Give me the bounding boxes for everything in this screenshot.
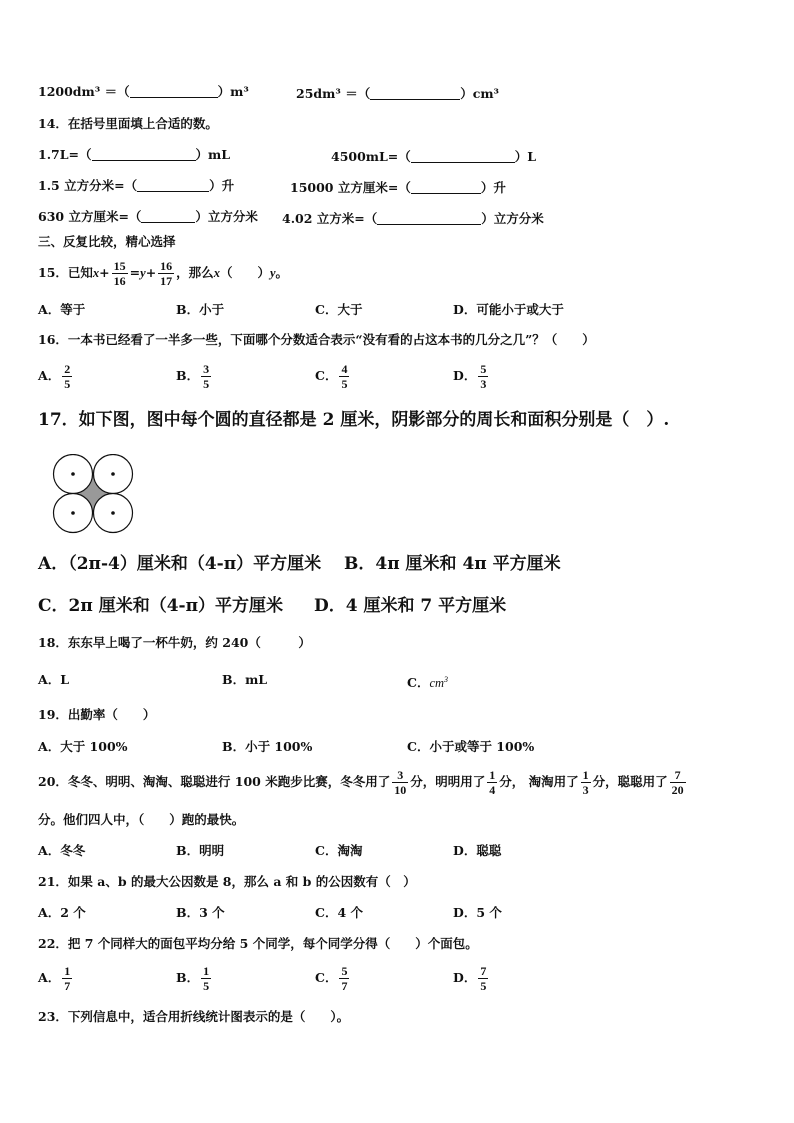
q21-option-b[interactable]: B．3 个 <box>176 905 225 920</box>
q18-option-a[interactable]: A．L <box>38 672 69 687</box>
q21-option-c[interactable]: C．4 个 <box>315 905 363 920</box>
q22-c-numerator: 5 <box>341 964 348 978</box>
q14-r2b-end: ）升 <box>480 180 506 195</box>
center-dot-bottom-right <box>111 511 115 515</box>
q15-option-c[interactable]: C．大于 <box>315 302 363 317</box>
center-dot-top-right <box>111 472 115 476</box>
q17-option-d[interactable]: D．4 厘米和 7 平方厘米 <box>314 596 507 616</box>
q19-option-a[interactable]: A．大于 100% <box>38 739 128 754</box>
q16-b-numerator: 3 <box>203 362 210 376</box>
q17-options-row-2 <box>38 595 507 617</box>
q16-c-denominator: 5 <box>341 377 348 391</box>
q14-r3a-blank[interactable] <box>141 210 195 223</box>
q14-r1a-end: ）mL <box>195 147 231 162</box>
q14-r1a-text: 1.7L=（ <box>38 147 92 162</box>
q22-option-c-label: C． <box>315 970 338 985</box>
q16-option-c[interactable] <box>315 362 351 391</box>
q18-option-c-unit: cm <box>429 676 445 691</box>
q21-option-d[interactable]: D．5 个 <box>453 905 502 920</box>
q22-c-denominator: 7 <box>341 979 348 993</box>
q14-r1b <box>331 147 536 165</box>
q15-plus: + <box>99 265 110 280</box>
q13-a-end: ）m³ <box>217 84 249 99</box>
q16-d-denominator: 3 <box>480 377 487 391</box>
q15-plus-2: + <box>145 265 157 280</box>
q20-part-2: 分，明明用了 <box>410 774 486 789</box>
q14-r3b-text: 4.02 立方米=（ <box>282 211 378 226</box>
q22-b-denominator: 5 <box>203 979 210 993</box>
q16-a-numerator: 2 <box>64 362 71 376</box>
q15-var-x: x <box>92 266 100 280</box>
q15-option-d[interactable]: D．可能小于或大于 <box>453 302 564 317</box>
q22-b-numerator: 1 <box>203 964 210 978</box>
q21-option-a[interactable]: A．2 个 <box>38 905 86 920</box>
q14-r2a-blank[interactable] <box>137 179 209 192</box>
q14-r3a <box>38 209 258 225</box>
q15-equals: = <box>129 265 141 280</box>
q16-option-c-label: C． <box>315 368 338 383</box>
q15-var-y-2: y <box>269 266 276 280</box>
q22-option-c[interactable] <box>315 964 351 993</box>
q23-stem: 23．下列信息中，适合用折线统计图表示的是（ ）。 <box>38 1009 350 1024</box>
q22-a-denominator: 7 <box>64 979 71 993</box>
q20-option-c[interactable]: C．淘淘 <box>315 843 363 858</box>
q21-stem: 21．如果 a、b 的最大公因数是 8，那么 a 和 b 的公因数有（ ） <box>38 874 416 889</box>
q22-option-d-label: D． <box>453 970 477 985</box>
q14-r2a <box>38 178 234 194</box>
q16-option-a[interactable] <box>38 362 74 391</box>
q18-stem: 18．东东早上喝了一杯牛奶，约 240（ ） <box>38 635 311 650</box>
q20-f2-denominator: 4 <box>489 783 496 797</box>
q14-r3b-end: ）立方分米 <box>481 211 544 226</box>
q20-stem-line-1 <box>38 763 688 801</box>
q14-r1b-end: ）L <box>514 149 537 164</box>
q20-f2-numerator: 1 <box>489 768 496 782</box>
q20-f3-numerator: 1 <box>582 768 589 782</box>
q14-r3a-end: ）立方分米 <box>195 209 258 224</box>
q13-a-blank[interactable] <box>130 85 218 98</box>
q22-a-numerator: 1 <box>64 964 71 978</box>
q22-option-a-label: A． <box>38 970 61 985</box>
q20-f1-numerator: 3 <box>397 768 404 782</box>
q17-options-row-1 <box>38 553 561 575</box>
q16-option-d[interactable] <box>453 362 490 391</box>
q18-option-b[interactable]: B．mL <box>222 672 268 687</box>
q16-d-numerator: 5 <box>480 362 487 376</box>
q15-f2-denominator: 17 <box>160 274 173 288</box>
q14-r1b-text: 4500mL=（ <box>331 149 411 164</box>
q20-part-4: 分，聪聪用了 <box>592 774 668 789</box>
q15-fraction-1 <box>112 259 128 288</box>
q14-r2b-text: 15000 立方厘米=（ <box>290 180 411 195</box>
q19-stem: 19．出勤率（ ） <box>38 707 156 722</box>
q13-b-line <box>296 84 499 102</box>
q22-option-d[interactable] <box>453 964 490 993</box>
q14-title: 14．在括号里面填上合适的数。 <box>38 116 218 131</box>
q14-r1b-blank[interactable] <box>411 150 515 163</box>
q18-option-c[interactable] <box>407 672 448 691</box>
q15-f1-numerator: 15 <box>113 259 126 273</box>
q18-option-c-label: C． <box>407 675 430 691</box>
q15-end: 。 <box>275 265 289 280</box>
q14-r3b <box>282 209 544 227</box>
q20-stem-line-2: 分。他们四人中，（ ）跑的最快。 <box>38 812 245 827</box>
q17-option-a[interactable]: A．（2π-4）厘米和（4-π）平方厘米 <box>38 554 322 574</box>
q14-r2b-blank[interactable] <box>411 181 481 194</box>
q20-option-d[interactable]: D．聪聪 <box>453 843 502 858</box>
q17-stem: 17．如下图，图中每个圆的直径都是 2 厘米，阴影部分的周长和面积分别是（ ）. <box>38 410 670 430</box>
q20-f4-numerator: 7 <box>674 768 681 782</box>
q14-r2b <box>290 178 506 196</box>
q14-r2a-text: 1.5 立方分米=（ <box>38 178 138 193</box>
q15-f1-denominator: 16 <box>113 274 126 288</box>
q14-r1a-blank[interactable] <box>92 148 196 161</box>
center-dot-top-left <box>71 472 75 476</box>
q20-part-1: 20．冬冬、明明、淘淘、聪聪进行 100 米跑步比赛，冬冬用了 <box>38 774 391 789</box>
q13-line <box>38 84 249 100</box>
q16-a-denominator: 5 <box>64 377 71 391</box>
q13-b-end: ）cm³ <box>460 86 500 101</box>
q15-fraction-2 <box>158 259 174 288</box>
q14-r3b-blank[interactable] <box>377 212 481 225</box>
q13-b-blank[interactable] <box>370 87 460 100</box>
q22-stem: 22．把 7 个同样大的面包平均分给 5 个同学，每个同学分得（ ）个面包。 <box>38 936 478 951</box>
q22-d-numerator: 7 <box>480 964 487 978</box>
q16-option-b[interactable] <box>176 362 213 391</box>
q15-option-a[interactable]: A．等于 <box>38 302 86 317</box>
q18-option-c-exponent: 3 <box>444 675 449 684</box>
q20-part-3: 分， 淘淘用了 <box>499 774 579 789</box>
q16-option-b-label: B． <box>176 368 200 383</box>
q19-option-b[interactable]: B．小于 100% <box>222 739 313 754</box>
q15-f2-numerator: 16 <box>160 259 173 273</box>
q22-option-b[interactable] <box>176 964 213 993</box>
q20-option-a[interactable]: A．冬冬 <box>38 843 86 858</box>
section-3-heading: 三、反复比较，精心选择 <box>38 234 176 249</box>
q13-b: 25dm³ ＝（ <box>296 86 371 101</box>
q19-option-c[interactable]: C．小于或等于 100% <box>407 739 535 754</box>
q15-answer-paren[interactable]: （ ） <box>219 265 270 280</box>
center-dot-bottom-left <box>71 511 75 515</box>
q13-a: 1200dm³ ＝（ <box>38 84 130 99</box>
q20-f3-denominator: 3 <box>582 783 589 797</box>
q22-option-b-label: B． <box>176 970 200 985</box>
q15-stem <box>38 256 288 290</box>
q22-option-a[interactable] <box>38 964 74 993</box>
q16-option-d-label: D． <box>453 368 477 383</box>
q15-pre: 15．已知 <box>38 265 93 280</box>
q16-stem: 16．一本书已经看了一半多一些，下面哪个分数适合表示“没有看的占这本书的几分之几”？（ ） <box>38 332 595 347</box>
q17-option-b[interactable]: B．4π 厘米和 4π 平方厘米 <box>344 554 561 574</box>
q15-var-x-2: x <box>213 266 220 280</box>
q20-f1-denominator: 10 <box>394 783 407 797</box>
q16-b-denominator: 5 <box>203 377 210 391</box>
q15-post: ，那么 <box>176 265 214 280</box>
q16-c-numerator: 4 <box>341 362 348 376</box>
q14-r1a <box>38 147 230 163</box>
q14-r3a-text: 630 立方厘米=（ <box>38 209 142 224</box>
q16-option-a-label: A． <box>38 368 61 383</box>
q15-option-b[interactable]: B．小于 <box>176 302 225 317</box>
q15-var-y: y <box>140 266 146 280</box>
q17-option-c[interactable]: C．2π 厘米和（4-π）平方厘米 <box>38 596 284 616</box>
q22-d-denominator: 5 <box>480 979 487 993</box>
q20-option-b[interactable]: B．明明 <box>176 843 225 858</box>
q20-f4-denominator: 20 <box>671 783 684 797</box>
q14-r2a-end: ）升 <box>209 178 235 193</box>
four-circles-figure <box>52 454 134 534</box>
